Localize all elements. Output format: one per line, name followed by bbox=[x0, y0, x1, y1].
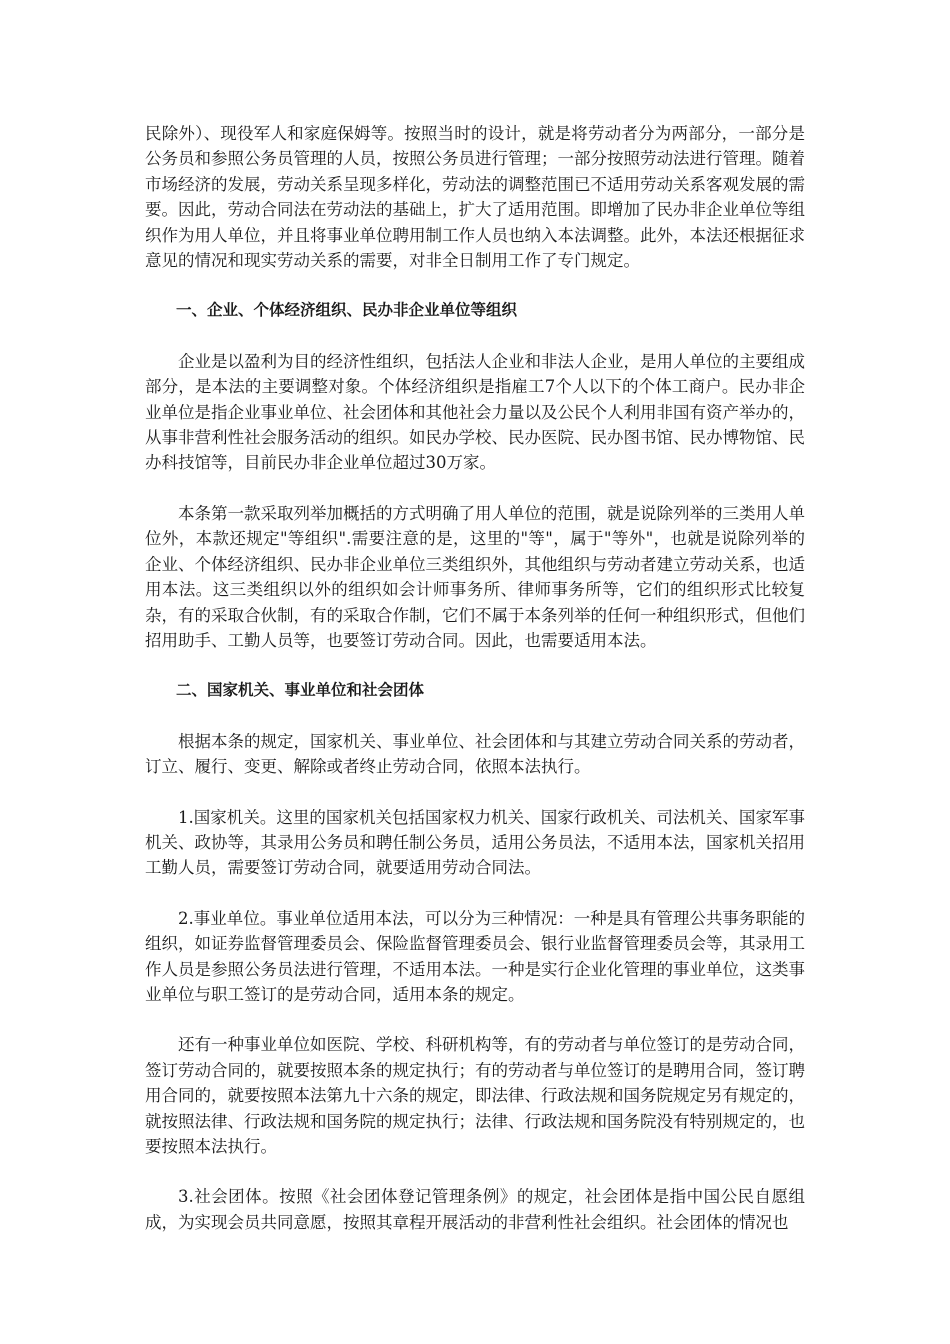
paragraph-intro-continuation: 民除外）、现役军人和家庭保姆等。按照当时的设计，就是将劳动者分为两部分，一部分是公务员和参照公务员管理的人员，按照公务员进行管理；一部分按照劳动法进行管理。随着市场经济的发展，劳动关系呈现多样化，劳动法的调整范围已不适用劳动关系客观发展的需要。因此，劳动合同法在劳动法的基础上，扩大了适用范围。即增加了民办非企业单位等组织作为用人单位，并且将事业单位聘用制工作人员也纳入本法调整。此外，本法还根据征求意见的情况和现实劳动关系的需要，对非全日制用工作了专门规定。 bbox=[145, 124, 805, 271]
paragraph-state-organs: 1.国家机关。这里的国家机关包括国家权力机关、国家行政机关、司法机关、国家军事机关、政协等，其录用公务员和聘任制公务员，适用公务员法，不适用本法，国家机关招用工勤人员，需要签订劳动合同，就要适用劳动合同法。 bbox=[145, 807, 805, 878]
paragraph-state-organs-rule: 根据本条的规定，国家机关、事业单位、社会团体和与其建立劳动合同关系的劳动者，订立、履行、变更、解除或者终止劳动合同，依照本法执行。 bbox=[145, 731, 805, 777]
paragraph-public-institutions: 2.事业单位。事业单位适用本法，可以分为三种情况：一种是具有管理公共事务职能的组织，如证券监督管理委员会、保险监督管理委员会、银行业监督管理委员会等，其录用工作人员是参照公务员法进行管理，不适用本法。一种是实行企业化管理的事业单位，这类事业单位与职工签订的是劳动合同，适用本条的规定。 bbox=[145, 908, 805, 1004]
section-heading-state-organs: 二、国家机关、事业单位和社会团体 bbox=[176, 681, 425, 700]
paragraph-enumeration-scope: 本条第一款采取列举加概括的方式明确了用人单位的范围，就是说除列举的三类用人单位外，本款还规定"等组织".需要注意的是，这里的"等"，属于"等外"，也就是说除列举的企业、个体经济组织、民办非企业单位三类组织外，其他组织与劳动者建立劳动关系，也适用本法。这三类组织以外的组织如会计师事务所、律师事务所等，它们的组织形式比较复杂，有的采取合伙制，有的采取合作制，它们不属于本条列举的任何一种组织形式，但他们招用助手、工勤人员等，也要签订劳动合同。因此，也需要适用本法。 bbox=[145, 503, 805, 650]
paragraph-enterprise-definition: 企业是以盈利为目的经济性组织，包括法人企业和非法人企业，是用人单位的主要组成部分，是本法的主要调整对象。个体经济组织是指雇工7个人以下的个体工商户。民办非企业单位是指企业事业单位、社会团体和其他社会力量以及公民个人利用非国有资产举办的，从事非营利性社会服务活动的组织。如民办学校、民办医院、民办图书馆、民办博物馆、民办科技馆等，目前民办非企业单位超过30万家。 bbox=[145, 351, 805, 473]
paragraph-social-organizations: 3.社会团体。按照《社会团体登记管理条例》的规定，社会团体是指中国公民自愿组成，为实现会员共同意愿，按照其章程开展活动的非营利性社会组织。社会团体的情况也 bbox=[145, 1187, 805, 1232]
document-page bbox=[145, 121, 805, 1235]
section-heading-enterprises: 一、企业、个体经济组织、民办非企业单位等组织 bbox=[176, 301, 518, 320]
paragraph-other-institutions: 还有一种事业单位如医院、学校、科研机构等，有的劳动者与单位签订的是劳动合同，签订劳动合同的，就要按照本条的规定执行；有的劳动者与单位签订的是聘用合同，签订聘用合同的，就要按照本法第九十六条的规定，即法律、行政法规和国务院规定另有规定的，就按照法律、行政法规和国务院的规定执行；法律、行政法规和国务院没有特别规定的，也要按照本法执行。 bbox=[145, 1035, 805, 1156]
